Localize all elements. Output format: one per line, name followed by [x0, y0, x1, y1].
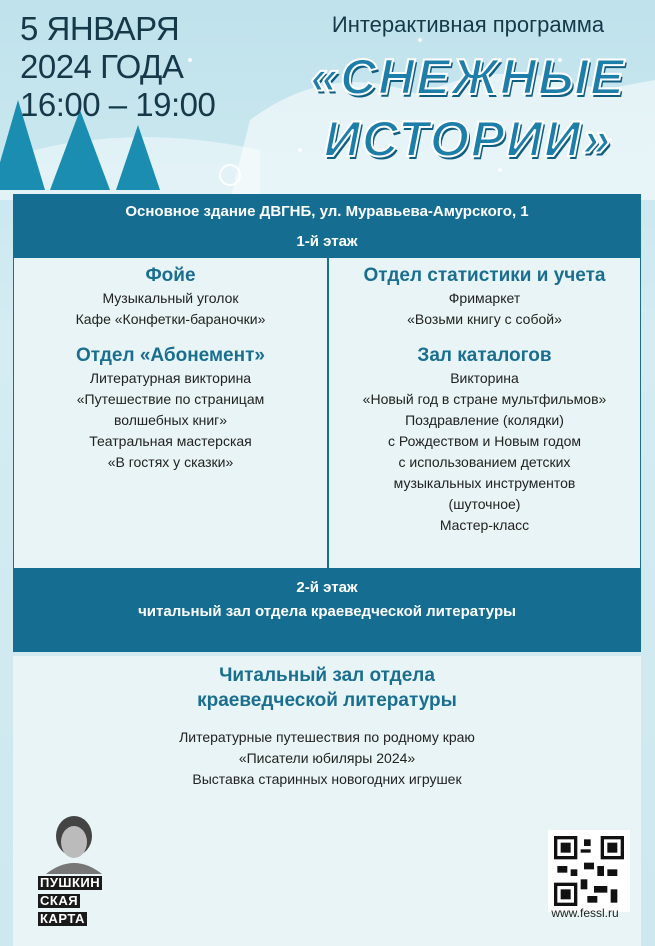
time-line: 16:00 – 19:00	[20, 86, 216, 123]
section-heading: Отдел статистики и учета	[363, 265, 606, 286]
floor-label: 1-й этаж	[296, 233, 358, 250]
section-line: «Возьми книгу с собой»	[407, 311, 562, 327]
section-line: Литературная викторина	[89, 370, 252, 386]
section-line: с Рождеством и Новым годом	[387, 433, 582, 449]
logo-line: СКАЯ	[40, 893, 79, 908]
title-line: «СНЕЖНЫЕ	[310, 49, 626, 105]
event-date	[20, 10, 215, 124]
address-text: Основное здание ДВГНБ, ул. Муравьева-Амурского, 1	[125, 203, 529, 220]
section-line: Литературные путешествия по родному краю	[179, 729, 475, 745]
section-line: Театральная мастерская	[89, 433, 252, 449]
floor-two-band	[13, 568, 641, 652]
section-line: Викторина	[450, 370, 519, 386]
section-line: Мастер-класс	[439, 517, 530, 533]
section-heading: Читальный зал отдела	[219, 665, 435, 686]
section-line: (шуточное)	[448, 496, 521, 512]
section-heading: Зал каталогов	[417, 345, 552, 366]
section-line: «В гостях у сказки»	[107, 454, 234, 470]
section-heading: краеведческой литературы	[197, 690, 457, 711]
logo-line: ПУШКИН	[40, 875, 101, 890]
section-line: «Путешествие по страницам	[76, 391, 265, 407]
left-column	[14, 258, 329, 568]
section-line: волшебных книг»	[113, 412, 228, 428]
section-line: Выставка старинных новогодних игрушек	[192, 771, 462, 787]
section-line: с использованием детских	[398, 454, 571, 470]
section-line: «Писатели юбиляры 2024»	[238, 750, 416, 766]
title-line: ИСТОРИИ»	[323, 111, 613, 167]
hall-label: читальный зал отдела краеведческой литературы	[138, 603, 516, 620]
section-heading: Отдел «Абонемент»	[76, 345, 265, 366]
section-line: музыкальных инструментов	[393, 475, 576, 491]
section-line: Фримаркет	[448, 290, 521, 306]
section-line: Поздравление (колядки)	[405, 412, 564, 428]
website-link[interactable]: www.fessl.ru	[551, 906, 619, 920]
right-column	[329, 258, 640, 568]
logo-line: КАРТА	[40, 911, 85, 926]
location-band	[13, 194, 641, 258]
program-title	[288, 46, 648, 170]
floor-one-grid	[13, 258, 641, 568]
year-line: 2024 ГОДА	[20, 48, 184, 85]
section-heading: Фойе	[145, 265, 196, 286]
qr-code-icon[interactable]	[548, 830, 630, 912]
section-line: Музыкальный уголок	[102, 290, 239, 306]
pushkin-card-logo	[38, 874, 146, 928]
section-line: Кафе «Конфетки-бараночки»	[75, 311, 266, 327]
section-line: «Новый год в стране мультфильмов»	[362, 391, 607, 407]
program-subtitle: Интерактивная программа	[331, 12, 605, 37]
floor-label: 2-й этаж	[296, 579, 358, 596]
date-line: 5 ЯНВАРЯ	[20, 10, 180, 47]
